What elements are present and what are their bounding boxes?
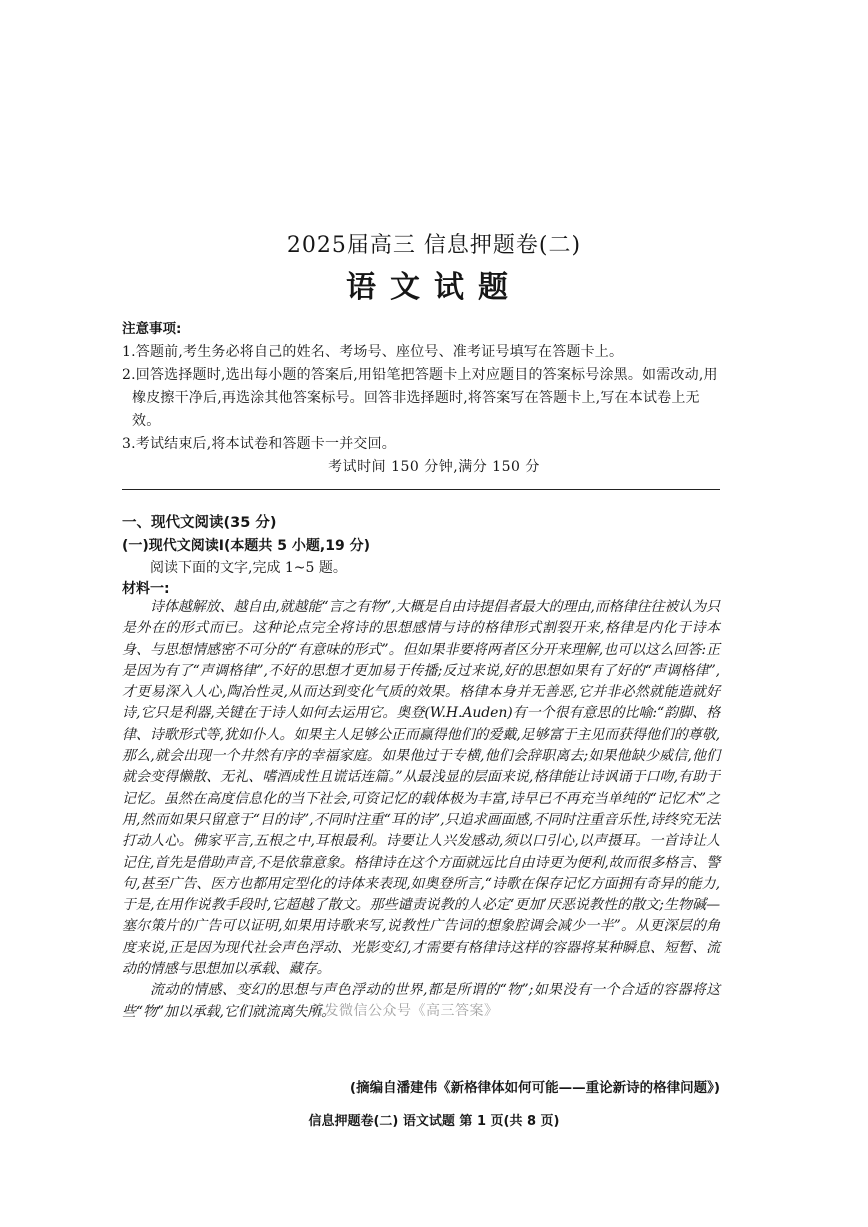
watermark: 首发微信公众号《高三答案》 xyxy=(310,1003,499,1019)
section-title: 一、现代文阅读(35 分) xyxy=(122,515,277,531)
passage-paragraph: 诗体越解放、越自由,就越能“言之有物”,大概是自由诗提倡者最大的理由,而格律往往被认为只是外在的形式而已。这种论点完全将诗的思想感情与诗的格律形式割裂开来,格律是内化于诗本身、与思想情感密不可分的“有意味的形式”。但如果非要将两者区分开来理解,也可以这么回答:正是因为有了“声调格律”,不好的思想才更加易于传播;反过来说,好的思想如果有了好的“声调格律”,才更易深入人心,陶冶性灵,从而达到变化气质的效果。格律本身并无善恶,它并非必然就能造就好诗,它只是利器,关键在于诗人如何去运用它。奥登(W.H.Auden)有一个很有意思的比喻:“韵脚、格律、诗歌形式等,犹如仆人。如果主人足够公正而赢得他们的爱戴,足够富于主见而获得他们的尊敬,那么,就会出现一个井然有序的幸福家庭。如果他过于专横,他们会辞职离去;如果他缺少威信,他们就会变得懒散、无礼、嗜酒成性且谎话连篇。”从最浅显的层面来说,格律能让诗讽诵于口吻,有助于记忆。虽然在高度信息化的当下社会,可资记忆的载体极为丰富,诗早已不再充当单纯的“记忆术”之用,然而如果只留意于“目的诗”,不同时注重“耳的诗”,只追求画面感,不同时注重音乐性,诗终究无法打动人心。佛家平言,五根之中,耳根最利。诗要让人兴发感动,须以口引心,以声摄耳。一首诗让人记住,首先是借助声音,不是依靠意象。格律诗在这个方面就远比自由诗更为便利,故而很多格言、警句,甚至广告、医方也都用定型化的诗体来表现,如奥登所言,“诗歌在保存记忆方面拥有奇异的能力,于是,在用作说教手段时,它超越了散文。那些谴责说教的人必定‘更加’厌恶说教性的散文;生物碱—塞尔策片的广告可以证明,如果用诗歌来写,说教性广告词的想象腔调会减少一半”。从更深层的角度来说,正是因为现代社会声色浮动、光影变幻,才需要有格律诗这样的容器将某种瞬息、短暂、流动的情感与思想加以承载、藏存。 xyxy=(122,599,720,978)
exam-time: 考试时间 150 分钟,满分 150 分 xyxy=(328,459,540,475)
instruction: 阅读下面的文字,完成 1~5 题。 xyxy=(150,560,347,576)
notice-heading: 注意事项: xyxy=(122,321,182,337)
reading-passage xyxy=(122,597,720,1023)
page-footer: 信息押题卷(二) 语文试题 第 1 页(共 8 页) xyxy=(308,1114,560,1129)
passage-source: (摘编自潘建伟《新格律体如何可能——重论新诗的格律问题》) xyxy=(349,1080,720,1096)
notice-item: 3.考试结束后,将本试卷和答题卡一并交回。 xyxy=(122,436,397,452)
notice-block xyxy=(122,318,722,456)
notice-item: 2.回答选择题时,选出每小题的答案后,用铅笔把答题卡上对应题目的答案标号涂黑。如需改动,用橡皮擦干净后,再选涂其他答案标号。回答非选择题时,将答案写在答题卡上,写在本试卷上无效。 xyxy=(122,367,718,429)
divider xyxy=(122,489,720,490)
subsection-title: (一)现代文阅读Ⅰ(本题共 5 小题,19 分) xyxy=(122,538,370,554)
subject-title: 语文试题 xyxy=(346,270,522,305)
material-label: 材料一: xyxy=(122,581,170,597)
exam-title: 2025届高三 信息押题卷(二) xyxy=(286,233,582,258)
passage-paragraph: 流动的情感、变幻的思想与声色浮动的世界,都是所谓的“物”;如果没有一个合适的容器将这些“物”加以承载,它们就流离失所。 xyxy=(122,982,720,1020)
notice-item: 1.答题前,考生务必将自己的姓名、考场号、座位号、准考证号填写在答题卡上。 xyxy=(122,344,624,360)
